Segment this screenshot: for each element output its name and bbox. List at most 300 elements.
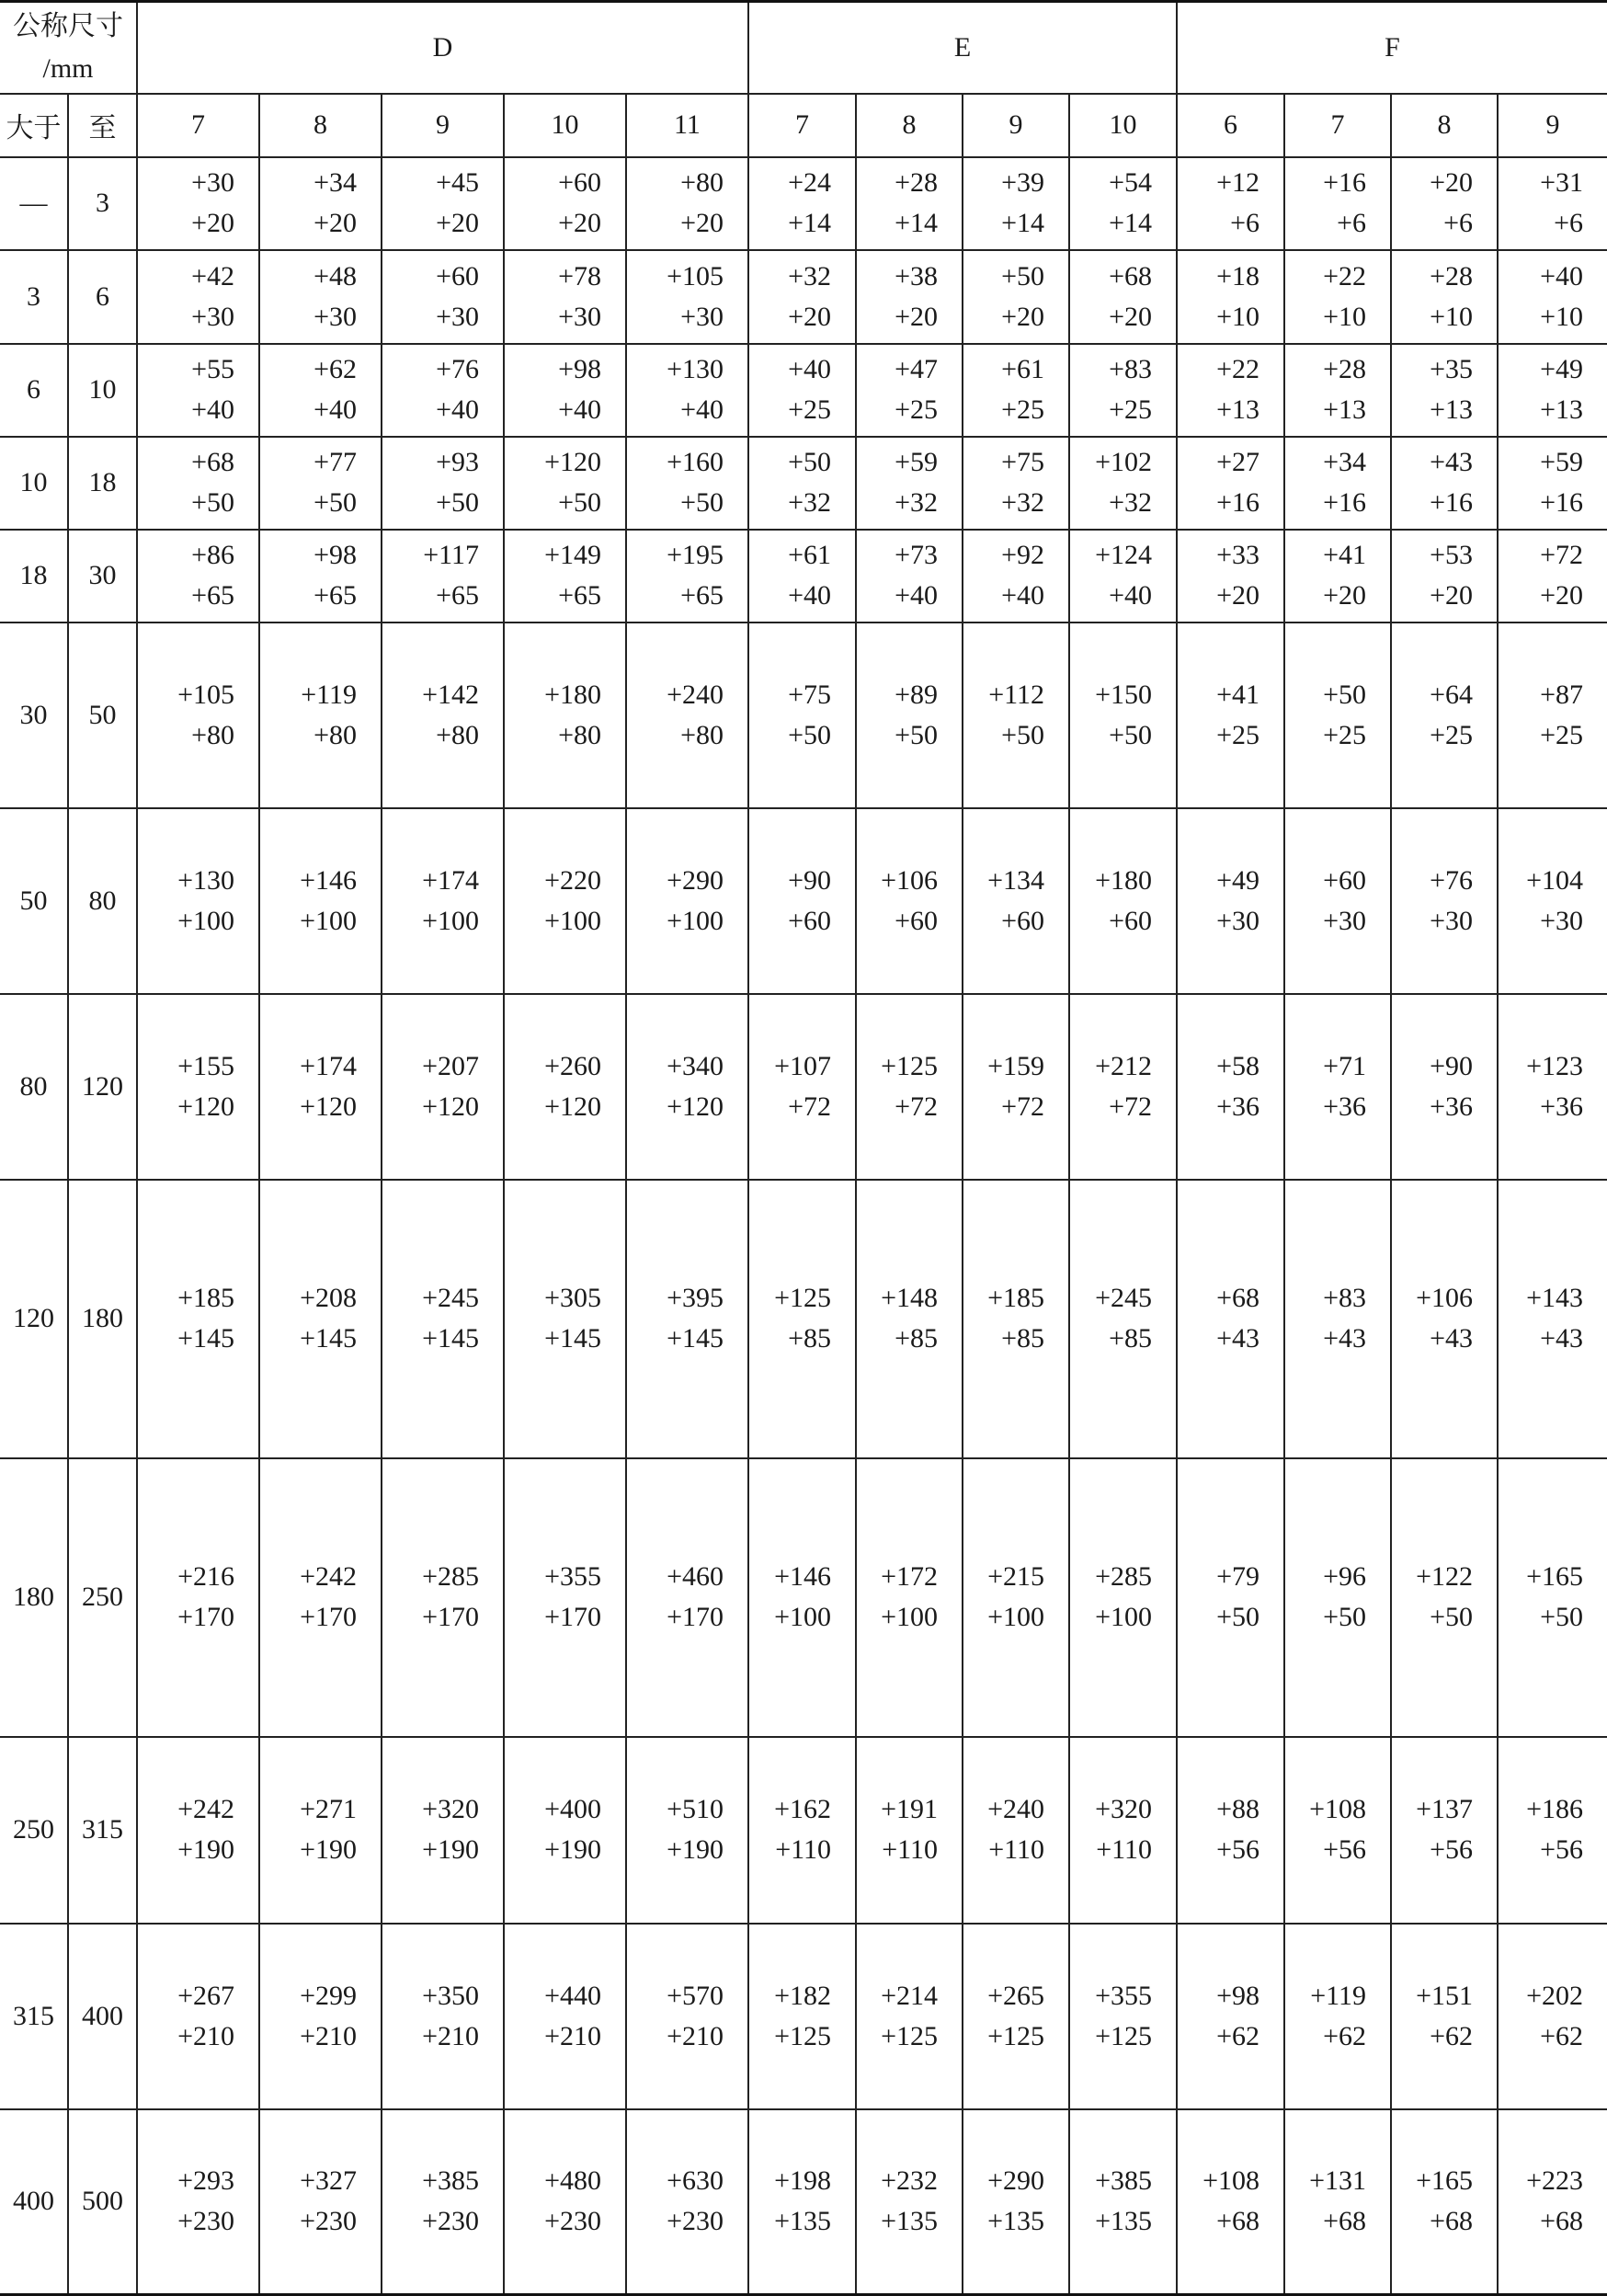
lower-deviation: +170 xyxy=(422,1602,479,1632)
lower-deviation: +190 xyxy=(177,1834,234,1865)
deviation-cell xyxy=(856,1924,963,2109)
upper-deviation: +90 xyxy=(788,864,831,896)
deviation-cell xyxy=(856,994,963,1180)
deviation-cell xyxy=(626,994,748,1180)
deviation-cell xyxy=(1177,344,1284,437)
upper-deviation: +75 xyxy=(1001,447,1044,477)
lower-deviation: +30 xyxy=(313,301,357,332)
deviation-cell xyxy=(856,530,963,623)
upper-deviation: +240 xyxy=(667,679,724,710)
deviation-cell xyxy=(626,623,748,808)
lower-deviation: +43 xyxy=(1323,1323,1367,1354)
upper-deviation: +290 xyxy=(987,2165,1044,2197)
deviation-cell xyxy=(856,1737,963,1924)
lower-deviation: +16 xyxy=(1540,487,1584,518)
deviation-cell xyxy=(856,250,963,344)
deviation-cell xyxy=(626,2109,748,2295)
deviation-cell xyxy=(1177,1737,1284,1924)
deviation-cell xyxy=(1069,530,1177,623)
grade-header: 10 xyxy=(504,94,626,157)
table-row xyxy=(0,1924,1607,2109)
upper-deviation: +260 xyxy=(544,1050,601,1081)
lower-deviation: +56 xyxy=(1430,1834,1474,1865)
lower-deviation: +68 xyxy=(1430,2206,1474,2237)
upper-deviation: +245 xyxy=(1095,1283,1153,1313)
range-to-cell: 50 xyxy=(68,623,137,808)
deviation-cell xyxy=(259,1458,382,1737)
deviation-cell xyxy=(137,808,259,994)
upper-deviation: +105 xyxy=(177,679,234,710)
deviation-cell xyxy=(1498,1737,1607,1924)
upper-deviation: +202 xyxy=(1526,1980,1584,2011)
upper-deviation: +159 xyxy=(987,1050,1044,1081)
deviation-cell xyxy=(1069,1180,1177,1458)
upper-deviation: +40 xyxy=(1540,260,1584,291)
upper-deviation: +32 xyxy=(788,260,831,291)
lower-deviation: +120 xyxy=(667,1091,724,1122)
lower-deviation: +50 xyxy=(895,719,938,750)
lower-deviation: +60 xyxy=(788,905,831,936)
upper-deviation: +162 xyxy=(774,1794,831,1824)
upper-deviation: +172 xyxy=(881,1561,938,1592)
table-row xyxy=(0,808,1607,994)
deviation-cell xyxy=(259,623,382,808)
upper-deviation: +16 xyxy=(1323,167,1367,198)
deviation-cell xyxy=(137,1180,259,1458)
lower-deviation: +25 xyxy=(1109,394,1153,425)
lower-deviation: +80 xyxy=(680,719,724,750)
upper-deviation: +24 xyxy=(788,167,831,198)
lower-deviation: +230 xyxy=(667,2206,724,2237)
upper-deviation: +22 xyxy=(1216,354,1260,384)
lower-deviation: +125 xyxy=(1095,2020,1153,2051)
deviation-cell xyxy=(137,250,259,344)
lower-deviation: +10 xyxy=(1323,301,1367,332)
deviation-cell xyxy=(1177,1180,1284,1458)
upper-deviation: +31 xyxy=(1540,167,1584,198)
upper-deviation: +285 xyxy=(422,1561,479,1592)
lower-deviation: +125 xyxy=(774,2020,831,2051)
lower-deviation: +20 xyxy=(558,208,601,238)
upper-deviation: +355 xyxy=(544,1561,601,1592)
deviation-cell xyxy=(504,344,626,437)
lower-deviation: +85 xyxy=(1001,1323,1044,1354)
deviation-cell xyxy=(1284,2109,1391,2295)
upper-deviation: +98 xyxy=(313,540,357,570)
lower-deviation: +62 xyxy=(1323,2020,1367,2051)
upper-deviation: +214 xyxy=(881,1980,938,2011)
lower-deviation: +6 xyxy=(1337,208,1367,238)
table-row xyxy=(0,623,1607,808)
upper-deviation: +89 xyxy=(895,679,938,710)
deviation-cell xyxy=(1284,344,1391,437)
lower-deviation: +110 xyxy=(775,1834,831,1865)
upper-deviation: +112 xyxy=(988,679,1044,710)
deviation-cell xyxy=(382,530,504,623)
upper-deviation: +86 xyxy=(191,540,234,570)
lower-deviation: +25 xyxy=(788,394,831,425)
deviation-cell xyxy=(382,344,504,437)
deviation-cell xyxy=(748,1180,856,1458)
lower-deviation: +40 xyxy=(436,394,479,425)
grade-header: 8 xyxy=(1391,94,1498,157)
upper-deviation: +98 xyxy=(1216,1980,1260,2011)
upper-deviation: +117 xyxy=(423,540,479,570)
lower-deviation: +120 xyxy=(422,1091,479,1122)
deviation-cell xyxy=(748,437,856,530)
lower-deviation: +145 xyxy=(667,1323,724,1354)
upper-deviation: +165 xyxy=(1416,2165,1474,2197)
deviation-cell xyxy=(504,2109,626,2295)
grade-header: 6 xyxy=(1177,94,1284,157)
upper-deviation: +50 xyxy=(1323,679,1367,710)
upper-deviation: +55 xyxy=(191,354,234,384)
deviation-cell xyxy=(1498,530,1607,623)
lower-deviation: +62 xyxy=(1430,2020,1474,2051)
lower-deviation: +135 xyxy=(987,2206,1044,2237)
table-row xyxy=(0,157,1607,250)
lower-deviation: +110 xyxy=(882,1834,938,1865)
lower-deviation: +100 xyxy=(177,905,234,936)
deviation-cell xyxy=(626,1924,748,2109)
upper-deviation: +108 xyxy=(1202,2165,1260,2197)
upper-deviation: +42 xyxy=(191,260,234,291)
deviation-cell xyxy=(963,994,1069,1180)
lower-deviation: +20 xyxy=(1109,301,1153,332)
upper-deviation: +320 xyxy=(422,1794,479,1824)
upper-deviation: +146 xyxy=(300,864,357,896)
upper-deviation: +75 xyxy=(788,679,831,710)
deviation-cell xyxy=(382,994,504,1180)
lower-deviation: +16 xyxy=(1430,487,1474,518)
upper-deviation: +28 xyxy=(895,167,938,198)
table-row xyxy=(0,530,1607,623)
range-to-cell: 500 xyxy=(68,2109,137,2295)
lower-deviation: +110 xyxy=(988,1834,1044,1865)
lower-deviation: +32 xyxy=(1109,487,1153,518)
upper-deviation: +245 xyxy=(422,1283,479,1313)
grade-header: 8 xyxy=(259,94,382,157)
deviation-cell xyxy=(504,623,626,808)
deviation-cell xyxy=(963,1180,1069,1458)
lower-deviation: +60 xyxy=(1109,905,1153,936)
range-to-cell: 315 xyxy=(68,1737,137,1924)
to-header: 至 xyxy=(68,94,137,157)
upper-deviation: +385 xyxy=(422,2165,479,2197)
deviation-cell xyxy=(1391,1458,1498,1737)
table-row xyxy=(0,437,1607,530)
grade-header: 7 xyxy=(137,94,259,157)
range-over-cell: 18 xyxy=(0,530,68,623)
deviation-cell xyxy=(856,1458,963,1737)
lower-deviation: +20 xyxy=(895,301,938,332)
deviation-cell xyxy=(963,808,1069,994)
deviation-cell xyxy=(1498,2109,1607,2295)
lower-deviation: +68 xyxy=(1323,2206,1367,2237)
deviation-cell xyxy=(1498,157,1607,250)
lower-deviation: +210 xyxy=(177,2020,234,2051)
upper-deviation: +60 xyxy=(436,260,479,291)
deviation-cell xyxy=(504,808,626,994)
upper-deviation: +20 xyxy=(1430,167,1474,198)
range-over-cell: 10 xyxy=(0,437,68,530)
deviation-cell xyxy=(382,2109,504,2295)
range-to-cell: 80 xyxy=(68,808,137,994)
lower-deviation: +32 xyxy=(788,487,831,518)
lower-deviation: +190 xyxy=(544,1834,601,1865)
lower-deviation: +50 xyxy=(788,719,831,750)
lower-deviation: +32 xyxy=(1001,487,1044,518)
upper-deviation: +64 xyxy=(1430,679,1474,710)
range-over-cell: 120 xyxy=(0,1180,68,1458)
upper-deviation: +207 xyxy=(422,1050,479,1081)
deviation-cell xyxy=(748,623,856,808)
deviation-cell xyxy=(382,250,504,344)
deviation-cell xyxy=(259,1924,382,2109)
lower-deviation: +30 xyxy=(558,301,601,332)
upper-deviation: +293 xyxy=(177,2165,234,2197)
lower-deviation: +14 xyxy=(788,208,831,238)
lower-deviation: +13 xyxy=(1430,394,1474,425)
deviation-cell xyxy=(259,1737,382,1924)
deviation-cell xyxy=(137,2109,259,2295)
grade-header: 9 xyxy=(1498,94,1607,157)
group-header-e: E xyxy=(748,2,1177,94)
grade-header: 7 xyxy=(1284,94,1391,157)
upper-deviation: +68 xyxy=(1109,260,1153,291)
deviation-cell xyxy=(1284,1458,1391,1737)
lower-deviation: +6 xyxy=(1230,208,1260,238)
deviation-cell xyxy=(259,1180,382,1458)
deviation-cell xyxy=(626,437,748,530)
lower-deviation: +40 xyxy=(191,394,234,425)
upper-deviation: +27 xyxy=(1216,447,1260,477)
upper-deviation: +93 xyxy=(436,447,479,477)
lower-deviation: +60 xyxy=(1001,905,1044,936)
lower-deviation: +85 xyxy=(1109,1323,1153,1354)
nominal-size-header xyxy=(0,2,137,94)
upper-deviation: +72 xyxy=(1540,540,1584,570)
lower-deviation: +30 xyxy=(1430,905,1474,936)
lower-deviation: +62 xyxy=(1216,2020,1260,2051)
deviation-cell xyxy=(963,250,1069,344)
lower-deviation: +20 xyxy=(680,208,724,238)
lower-deviation: +20 xyxy=(313,208,357,238)
lower-deviation: +120 xyxy=(300,1091,357,1122)
deviation-cell xyxy=(1069,437,1177,530)
deviation-cell xyxy=(748,808,856,994)
upper-deviation: +510 xyxy=(667,1794,724,1824)
upper-deviation: +160 xyxy=(667,447,724,477)
lower-deviation: +40 xyxy=(313,394,357,425)
deviation-cell xyxy=(1391,994,1498,1180)
upper-deviation: +34 xyxy=(1323,447,1367,477)
range-over-cell: 6 xyxy=(0,344,68,437)
lower-deviation: +100 xyxy=(300,905,357,936)
deviation-cell xyxy=(1391,808,1498,994)
deviation-cell xyxy=(963,437,1069,530)
lower-deviation: +120 xyxy=(544,1091,601,1122)
lower-deviation: +72 xyxy=(895,1091,938,1122)
lower-deviation: +135 xyxy=(881,2206,938,2237)
lower-deviation: +40 xyxy=(558,394,601,425)
lower-deviation: +230 xyxy=(422,2206,479,2237)
deviation-cell xyxy=(963,1737,1069,1924)
upper-deviation: +290 xyxy=(667,864,724,896)
deviation-cell xyxy=(1069,1924,1177,2109)
deviation-cell xyxy=(1177,157,1284,250)
upper-deviation: +92 xyxy=(1001,540,1044,570)
deviation-cell xyxy=(504,1924,626,2109)
lower-deviation: +36 xyxy=(1430,1091,1474,1122)
upper-deviation: +53 xyxy=(1430,540,1474,570)
upper-deviation: +102 xyxy=(1095,447,1153,477)
upper-deviation: +174 xyxy=(300,1050,357,1081)
deviation-cell xyxy=(259,808,382,994)
lower-deviation: +56 xyxy=(1540,1834,1584,1865)
upper-deviation: +73 xyxy=(895,540,938,570)
lower-deviation: +210 xyxy=(300,2020,357,2051)
table-row xyxy=(0,1458,1607,1737)
deviation-cell xyxy=(1284,1737,1391,1924)
range-to-cell: 250 xyxy=(68,1458,137,1737)
range-to-cell: 3 xyxy=(68,157,137,250)
upper-deviation: +123 xyxy=(1526,1050,1584,1081)
lower-deviation: +30 xyxy=(1323,905,1367,936)
deviation-cell xyxy=(1498,250,1607,344)
upper-deviation: +212 xyxy=(1095,1050,1153,1081)
deviation-cell xyxy=(1284,623,1391,808)
upper-deviation: +148 xyxy=(881,1283,938,1313)
deviation-cell xyxy=(1284,157,1391,250)
deviation-cell xyxy=(626,1180,748,1458)
deviation-cell xyxy=(1069,808,1177,994)
range-over-cell: 3 xyxy=(0,250,68,344)
deviation-cell xyxy=(748,1737,856,1924)
deviation-cell xyxy=(856,157,963,250)
deviation-cell xyxy=(1069,994,1177,1180)
deviation-cell xyxy=(259,437,382,530)
lower-deviation: +145 xyxy=(177,1323,234,1354)
deviation-cell xyxy=(137,994,259,1180)
deviation-cell xyxy=(1498,1924,1607,2109)
lower-deviation: +20 xyxy=(191,208,234,238)
lower-deviation: +30 xyxy=(1540,905,1584,936)
lower-deviation: +72 xyxy=(1001,1091,1044,1122)
upper-deviation: +215 xyxy=(987,1561,1044,1592)
upper-deviation: +149 xyxy=(544,540,601,570)
upper-deviation: +83 xyxy=(1109,354,1153,384)
lower-deviation: +20 xyxy=(436,208,479,238)
lower-deviation: +190 xyxy=(422,1834,479,1865)
deviation-cell xyxy=(1498,344,1607,437)
upper-deviation: +125 xyxy=(774,1283,831,1313)
lower-deviation: +13 xyxy=(1216,394,1260,425)
upper-deviation: +80 xyxy=(680,167,724,198)
upper-deviation: +12 xyxy=(1216,167,1260,198)
deviation-cell xyxy=(1177,808,1284,994)
upper-deviation: +180 xyxy=(1095,864,1153,896)
table-body xyxy=(0,2,1607,2295)
deviation-cell xyxy=(137,344,259,437)
lower-deviation: +20 xyxy=(1540,580,1584,611)
lower-deviation: +170 xyxy=(300,1602,357,1632)
range-to-cell: 180 xyxy=(68,1180,137,1458)
deviation-cell xyxy=(626,344,748,437)
upper-deviation: +90 xyxy=(1430,1050,1474,1081)
deviation-cell xyxy=(504,1180,626,1458)
lower-deviation: +25 xyxy=(1323,719,1367,750)
deviation-cell xyxy=(382,1180,504,1458)
deviation-cell xyxy=(137,1737,259,1924)
lower-deviation: +210 xyxy=(667,2020,724,2051)
lower-deviation: +56 xyxy=(1323,1834,1367,1865)
lower-deviation: +25 xyxy=(895,394,938,425)
deviation-cell xyxy=(963,2109,1069,2295)
upper-deviation: +104 xyxy=(1526,864,1584,896)
upper-deviation: +223 xyxy=(1526,2165,1584,2197)
deviation-cell xyxy=(856,437,963,530)
upper-deviation: +395 xyxy=(667,1283,724,1313)
lower-deviation: +25 xyxy=(1540,719,1584,750)
deviation-cell xyxy=(963,344,1069,437)
deviation-cell xyxy=(1177,1458,1284,1737)
lower-deviation: +65 xyxy=(680,580,724,611)
table-row xyxy=(0,344,1607,437)
lower-deviation: +50 xyxy=(558,487,601,518)
deviation-cell xyxy=(1284,1924,1391,2109)
upper-deviation: +265 xyxy=(987,1980,1044,2011)
lower-deviation: +6 xyxy=(1443,208,1474,238)
group-header-d: D xyxy=(137,2,748,94)
deviation-cell xyxy=(1069,1737,1177,1924)
header-row-groups xyxy=(0,2,1607,94)
lower-deviation: +20 xyxy=(1216,580,1260,611)
upper-deviation: +61 xyxy=(788,540,831,570)
upper-deviation: +125 xyxy=(881,1050,938,1081)
deviation-cell xyxy=(137,437,259,530)
upper-deviation: +38 xyxy=(895,260,938,291)
deviation-cell xyxy=(1177,530,1284,623)
lower-deviation: +68 xyxy=(1540,2206,1584,2237)
lower-deviation: +125 xyxy=(987,2020,1044,2051)
deviation-cell xyxy=(1391,344,1498,437)
lower-deviation: +170 xyxy=(177,1602,234,1632)
upper-deviation: +480 xyxy=(544,2165,601,2197)
lower-deviation: +40 xyxy=(788,580,831,611)
lower-deviation: +50 xyxy=(1216,1602,1260,1632)
lower-deviation: +135 xyxy=(1095,2206,1153,2237)
upper-deviation: +45 xyxy=(436,167,479,198)
deviation-cell xyxy=(748,2109,856,2295)
range-to-cell: 120 xyxy=(68,994,137,1180)
upper-deviation: +106 xyxy=(881,864,938,896)
range-over-cell: — xyxy=(0,157,68,250)
upper-deviation: +50 xyxy=(788,447,831,477)
lower-deviation: +170 xyxy=(544,1602,601,1632)
upper-deviation: +186 xyxy=(1526,1794,1584,1824)
deviation-cell xyxy=(1391,250,1498,344)
lower-deviation: +30 xyxy=(1216,905,1260,936)
deviation-cell xyxy=(259,157,382,250)
deviation-cell xyxy=(1498,994,1607,1180)
deviation-cell xyxy=(1284,530,1391,623)
deviation-cell xyxy=(1391,2109,1498,2295)
upper-deviation: +130 xyxy=(177,864,234,896)
lower-deviation: +85 xyxy=(788,1323,831,1354)
lower-deviation: +50 xyxy=(1430,1602,1474,1632)
deviation-cell xyxy=(259,344,382,437)
